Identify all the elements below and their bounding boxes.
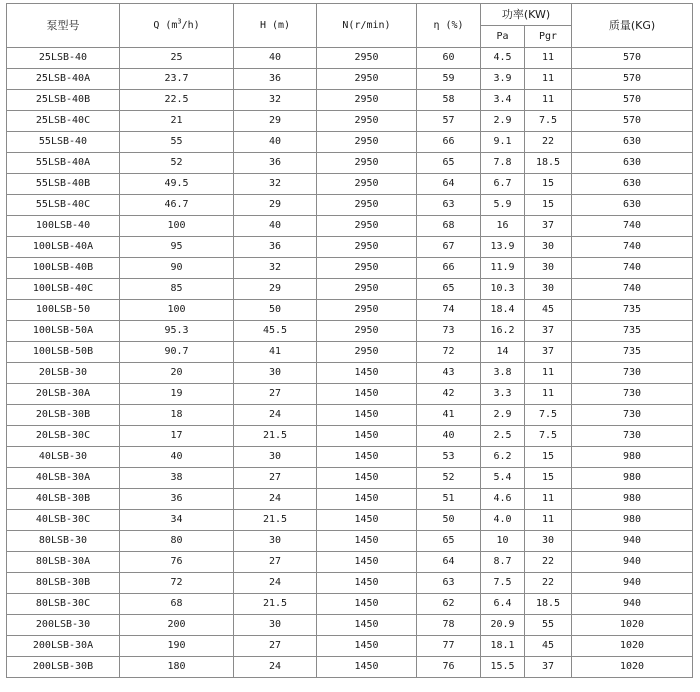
cell-model: 25LSB-40A: [7, 69, 120, 90]
cell-model: 40LSB-30: [7, 447, 120, 468]
cell-efficiency: 66: [417, 258, 481, 279]
cell-pgr: 11: [525, 510, 572, 531]
cell-head: 27: [234, 636, 317, 657]
cell-pa: 16.2: [481, 321, 525, 342]
cell-flow: 40: [120, 447, 234, 468]
cell-model: 20LSB-30B: [7, 405, 120, 426]
cell-pgr: 11: [525, 48, 572, 69]
table-row: [7, 594, 693, 615]
header-flow-suffix: /h): [181, 19, 200, 31]
cell-mass: 940: [572, 552, 693, 573]
cell-pgr: 22: [525, 573, 572, 594]
cell-speed: 2950: [317, 90, 417, 111]
cell-pgr: 11: [525, 489, 572, 510]
cell-flow: 95: [120, 237, 234, 258]
cell-pgr: 45: [525, 300, 572, 321]
cell-head: 24: [234, 489, 317, 510]
cell-head: 32: [234, 258, 317, 279]
table-row: [7, 510, 693, 531]
cell-mass: 940: [572, 573, 693, 594]
cell-pgr: 11: [525, 384, 572, 405]
cell-pa: 6.2: [481, 447, 525, 468]
cell-mass: 980: [572, 447, 693, 468]
table-row: [7, 153, 693, 174]
header-power: [481, 4, 572, 26]
cell-model: 25LSB-40C: [7, 111, 120, 132]
table-row: [7, 300, 693, 321]
cell-speed: 1450: [317, 447, 417, 468]
cell-head: 24: [234, 405, 317, 426]
table-row: [7, 468, 693, 489]
table-row: [7, 447, 693, 468]
cell-speed: 2950: [317, 48, 417, 69]
cell-pa: 5.9: [481, 195, 525, 216]
cell-pa: 8.7: [481, 552, 525, 573]
cell-pgr: 11: [525, 69, 572, 90]
cell-flow: 22.5: [120, 90, 234, 111]
cell-pgr: 18.5: [525, 153, 572, 174]
table-row: [7, 279, 693, 300]
cell-speed: 1450: [317, 594, 417, 615]
cell-speed: 2950: [317, 132, 417, 153]
cell-model: 25LSB-40: [7, 48, 120, 69]
table-row: [7, 195, 693, 216]
header-flow-prefix: Q (m: [153, 19, 178, 31]
cell-pa: 15.5: [481, 657, 525, 678]
cell-speed: 1450: [317, 510, 417, 531]
table-row: [7, 216, 693, 237]
table-row: [7, 636, 693, 657]
header-speed: [317, 4, 417, 48]
cell-efficiency: 78: [417, 615, 481, 636]
cell-efficiency: 72: [417, 342, 481, 363]
cell-speed: 2950: [317, 342, 417, 363]
cell-flow: 100: [120, 300, 234, 321]
cell-mass: 940: [572, 531, 693, 552]
cell-pgr: 22: [525, 552, 572, 573]
header-model: [7, 4, 120, 48]
cell-speed: 2950: [317, 216, 417, 237]
cell-model: 40LSB-30A: [7, 468, 120, 489]
cell-pa: 14: [481, 342, 525, 363]
cell-flow: 52: [120, 153, 234, 174]
cell-pgr: 18.5: [525, 594, 572, 615]
cell-speed: 1450: [317, 489, 417, 510]
cell-flow: 38: [120, 468, 234, 489]
cell-model: 100LSB-50B: [7, 342, 120, 363]
header-head: [234, 4, 317, 48]
cell-pgr: 37: [525, 216, 572, 237]
cell-head: 29: [234, 195, 317, 216]
cell-head: 30: [234, 447, 317, 468]
header-pgr: [525, 26, 572, 48]
cell-mass: 570: [572, 48, 693, 69]
cell-head: 21.5: [234, 594, 317, 615]
cell-flow: 18: [120, 405, 234, 426]
cell-efficiency: 76: [417, 657, 481, 678]
cell-head: 21.5: [234, 510, 317, 531]
header-model-label: 泵型号: [46, 18, 80, 32]
header-mass-label: 质量(KG): [608, 18, 656, 32]
cell-speed: 1450: [317, 636, 417, 657]
table-row: [7, 174, 693, 195]
cell-head: 41: [234, 342, 317, 363]
cell-speed: 2950: [317, 111, 417, 132]
cell-efficiency: 64: [417, 174, 481, 195]
header-head-label: H (m): [259, 19, 291, 31]
cell-head: 36: [234, 153, 317, 174]
table-row: [7, 69, 693, 90]
cell-model: 200LSB-30A: [7, 636, 120, 657]
cell-model: 20LSB-30: [7, 363, 120, 384]
cell-efficiency: 68: [417, 216, 481, 237]
cell-mass: 630: [572, 153, 693, 174]
cell-efficiency: 65: [417, 153, 481, 174]
header-efficiency: [417, 4, 481, 48]
cell-pgr: 30: [525, 237, 572, 258]
cell-head: 40: [234, 216, 317, 237]
header-power-label: 功率(KW): [501, 8, 551, 21]
cell-pgr: 37: [525, 321, 572, 342]
cell-model: 40LSB-30B: [7, 489, 120, 510]
cell-efficiency: 65: [417, 279, 481, 300]
cell-flow: 36: [120, 489, 234, 510]
cell-flow: 95.3: [120, 321, 234, 342]
cell-head: 27: [234, 384, 317, 405]
cell-pa: 10.3: [481, 279, 525, 300]
cell-pa: 4.5: [481, 48, 525, 69]
cell-model: 200LSB-30: [7, 615, 120, 636]
pump-spec-table: [6, 3, 693, 678]
cell-flow: 90.7: [120, 342, 234, 363]
cell-model: 100LSB-40A: [7, 237, 120, 258]
cell-model: 25LSB-40B: [7, 90, 120, 111]
cell-efficiency: 65: [417, 531, 481, 552]
cell-head: 36: [234, 237, 317, 258]
cell-efficiency: 57: [417, 111, 481, 132]
cell-efficiency: 66: [417, 132, 481, 153]
cell-head: 45.5: [234, 321, 317, 342]
cell-mass: 740: [572, 237, 693, 258]
header-flow-sup: 3: [177, 17, 182, 26]
cell-mass: 570: [572, 111, 693, 132]
cell-pa: 2.9: [481, 405, 525, 426]
cell-head: 36: [234, 69, 317, 90]
cell-speed: 1450: [317, 468, 417, 489]
cell-flow: 190: [120, 636, 234, 657]
cell-flow: 20: [120, 363, 234, 384]
table-row: [7, 363, 693, 384]
cell-pa: 7.8: [481, 153, 525, 174]
cell-mass: 1020: [572, 636, 693, 657]
cell-head: 30: [234, 531, 317, 552]
cell-model: 55LSB-40C: [7, 195, 120, 216]
cell-speed: 1450: [317, 552, 417, 573]
cell-pa: 6.4: [481, 594, 525, 615]
cell-efficiency: 41: [417, 405, 481, 426]
cell-pgr: 11: [525, 363, 572, 384]
table-row: [7, 384, 693, 405]
cell-flow: 19: [120, 384, 234, 405]
cell-model: 55LSB-40: [7, 132, 120, 153]
table-row: [7, 489, 693, 510]
cell-head: 29: [234, 111, 317, 132]
cell-mass: 735: [572, 342, 693, 363]
table-row: [7, 90, 693, 111]
cell-efficiency: 67: [417, 237, 481, 258]
cell-head: 40: [234, 48, 317, 69]
cell-mass: 980: [572, 468, 693, 489]
table-row: [7, 657, 693, 678]
cell-pa: 2.5: [481, 426, 525, 447]
cell-speed: 1450: [317, 531, 417, 552]
cell-flow: 100: [120, 216, 234, 237]
cell-pa: 18.1: [481, 636, 525, 657]
cell-head: 30: [234, 363, 317, 384]
table-row: [7, 111, 693, 132]
cell-pa: 13.9: [481, 237, 525, 258]
cell-mass: 570: [572, 69, 693, 90]
cell-mass: 630: [572, 174, 693, 195]
cell-efficiency: 73: [417, 321, 481, 342]
cell-efficiency: 53: [417, 447, 481, 468]
cell-mass: 570: [572, 90, 693, 111]
cell-efficiency: 59: [417, 69, 481, 90]
cell-flow: 23.7: [120, 69, 234, 90]
cell-pgr: 30: [525, 258, 572, 279]
cell-pgr: 15: [525, 447, 572, 468]
cell-model: 80LSB-30A: [7, 552, 120, 573]
cell-pa: 4.6: [481, 489, 525, 510]
cell-speed: 1450: [317, 657, 417, 678]
cell-pa: 4.0: [481, 510, 525, 531]
cell-efficiency: 40: [417, 426, 481, 447]
cell-speed: 2950: [317, 195, 417, 216]
table-row: [7, 258, 693, 279]
header-pa-label: Pa: [496, 31, 509, 42]
cell-mass: 630: [572, 195, 693, 216]
cell-head: 27: [234, 468, 317, 489]
cell-efficiency: 43: [417, 363, 481, 384]
cell-head: 24: [234, 657, 317, 678]
cell-pgr: 30: [525, 279, 572, 300]
cell-model: 55LSB-40A: [7, 153, 120, 174]
cell-speed: 1450: [317, 405, 417, 426]
cell-model: 100LSB-40: [7, 216, 120, 237]
cell-efficiency: 60: [417, 48, 481, 69]
cell-pgr: 7.5: [525, 111, 572, 132]
cell-mass: 730: [572, 384, 693, 405]
cell-pgr: 15: [525, 468, 572, 489]
cell-pgr: 30: [525, 531, 572, 552]
cell-flow: 49.5: [120, 174, 234, 195]
cell-pa: 3.3: [481, 384, 525, 405]
cell-speed: 1450: [317, 615, 417, 636]
cell-flow: 46.7: [120, 195, 234, 216]
header-row: [7, 4, 693, 26]
cell-speed: 2950: [317, 321, 417, 342]
cell-efficiency: 63: [417, 573, 481, 594]
cell-model: 80LSB-30C: [7, 594, 120, 615]
cell-pa: 5.4: [481, 468, 525, 489]
cell-flow: 68: [120, 594, 234, 615]
cell-speed: 1450: [317, 573, 417, 594]
cell-model: 20LSB-30A: [7, 384, 120, 405]
table-row: [7, 48, 693, 69]
cell-efficiency: 74: [417, 300, 481, 321]
cell-pgr: 11: [525, 90, 572, 111]
header-speed-label: N(r/min): [342, 19, 391, 31]
cell-model: 20LSB-30C: [7, 426, 120, 447]
header-mass: [572, 4, 693, 48]
cell-model: 80LSB-30: [7, 531, 120, 552]
cell-head: 50: [234, 300, 317, 321]
table-row: [7, 405, 693, 426]
cell-head: 32: [234, 174, 317, 195]
cell-speed: 1450: [317, 384, 417, 405]
cell-pgr: 15: [525, 195, 572, 216]
cell-mass: 1020: [572, 657, 693, 678]
cell-flow: 34: [120, 510, 234, 531]
cell-mass: 1020: [572, 615, 693, 636]
cell-flow: 85: [120, 279, 234, 300]
cell-head: 29: [234, 279, 317, 300]
cell-flow: 90: [120, 258, 234, 279]
cell-pa: 9.1: [481, 132, 525, 153]
table-row: [7, 552, 693, 573]
cell-flow: 180: [120, 657, 234, 678]
header-flow: [120, 4, 234, 48]
table-row: [7, 237, 693, 258]
cell-model: 80LSB-30B: [7, 573, 120, 594]
cell-speed: 1450: [317, 426, 417, 447]
table-row: [7, 342, 693, 363]
cell-mass: 735: [572, 300, 693, 321]
cell-mass: 980: [572, 489, 693, 510]
cell-pgr: 45: [525, 636, 572, 657]
cell-model: 100LSB-40B: [7, 258, 120, 279]
cell-efficiency: 62: [417, 594, 481, 615]
cell-pgr: 15: [525, 174, 572, 195]
cell-mass: 730: [572, 405, 693, 426]
cell-head: 30: [234, 615, 317, 636]
cell-flow: 55: [120, 132, 234, 153]
cell-pa: 3.8: [481, 363, 525, 384]
cell-pgr: 7.5: [525, 405, 572, 426]
table-row: [7, 615, 693, 636]
table-row: [7, 531, 693, 552]
cell-model: 55LSB-40B: [7, 174, 120, 195]
cell-mass: 740: [572, 216, 693, 237]
cell-flow: 72: [120, 573, 234, 594]
cell-pa: 16: [481, 216, 525, 237]
cell-efficiency: 50: [417, 510, 481, 531]
cell-head: 21.5: [234, 426, 317, 447]
cell-flow: 17: [120, 426, 234, 447]
cell-flow: 21: [120, 111, 234, 132]
cell-speed: 2950: [317, 69, 417, 90]
table-header: [7, 4, 693, 48]
cell-speed: 2950: [317, 258, 417, 279]
cell-efficiency: 58: [417, 90, 481, 111]
table-row: [7, 573, 693, 594]
cell-mass: 735: [572, 321, 693, 342]
cell-mass: 740: [572, 258, 693, 279]
cell-pgr: 37: [525, 342, 572, 363]
cell-pa: 6.7: [481, 174, 525, 195]
cell-mass: 940: [572, 594, 693, 615]
table-row: [7, 426, 693, 447]
cell-mass: 630: [572, 132, 693, 153]
cell-speed: 2950: [317, 300, 417, 321]
cell-mass: 730: [572, 426, 693, 447]
header-pgr-label: Pgr: [538, 31, 558, 42]
cell-pa: 3.4: [481, 90, 525, 111]
cell-efficiency: 63: [417, 195, 481, 216]
cell-head: 27: [234, 552, 317, 573]
cell-flow: 80: [120, 531, 234, 552]
cell-head: 24: [234, 573, 317, 594]
cell-flow: 25: [120, 48, 234, 69]
cell-efficiency: 77: [417, 636, 481, 657]
cell-mass: 980: [572, 510, 693, 531]
header-pa: [481, 26, 525, 48]
cell-mass: 730: [572, 363, 693, 384]
cell-pa: 2.9: [481, 111, 525, 132]
cell-pa: 18.4: [481, 300, 525, 321]
cell-model: 100LSB-50: [7, 300, 120, 321]
cell-model: 100LSB-40C: [7, 279, 120, 300]
cell-flow: 200: [120, 615, 234, 636]
cell-efficiency: 42: [417, 384, 481, 405]
cell-pgr: 55: [525, 615, 572, 636]
cell-head: 40: [234, 132, 317, 153]
cell-speed: 2950: [317, 279, 417, 300]
cell-speed: 2950: [317, 237, 417, 258]
cell-pa: 7.5: [481, 573, 525, 594]
cell-speed: 1450: [317, 363, 417, 384]
cell-pa: 10: [481, 531, 525, 552]
cell-flow: 76: [120, 552, 234, 573]
table-row: [7, 132, 693, 153]
cell-efficiency: 64: [417, 552, 481, 573]
cell-pgr: 22: [525, 132, 572, 153]
cell-efficiency: 52: [417, 468, 481, 489]
cell-pgr: 37: [525, 657, 572, 678]
header-efficiency-label: η (%): [433, 19, 464, 31]
table-body: [7, 48, 693, 678]
cell-pa: 11.9: [481, 258, 525, 279]
cell-speed: 2950: [317, 174, 417, 195]
cell-efficiency: 51: [417, 489, 481, 510]
cell-head: 32: [234, 90, 317, 111]
cell-pa: 20.9: [481, 615, 525, 636]
cell-speed: 2950: [317, 153, 417, 174]
cell-mass: 740: [572, 279, 693, 300]
cell-model: 200LSB-30B: [7, 657, 120, 678]
table-row: [7, 321, 693, 342]
cell-pa: 3.9: [481, 69, 525, 90]
cell-model: 40LSB-30C: [7, 510, 120, 531]
cell-pgr: 7.5: [525, 426, 572, 447]
cell-model: 100LSB-50A: [7, 321, 120, 342]
